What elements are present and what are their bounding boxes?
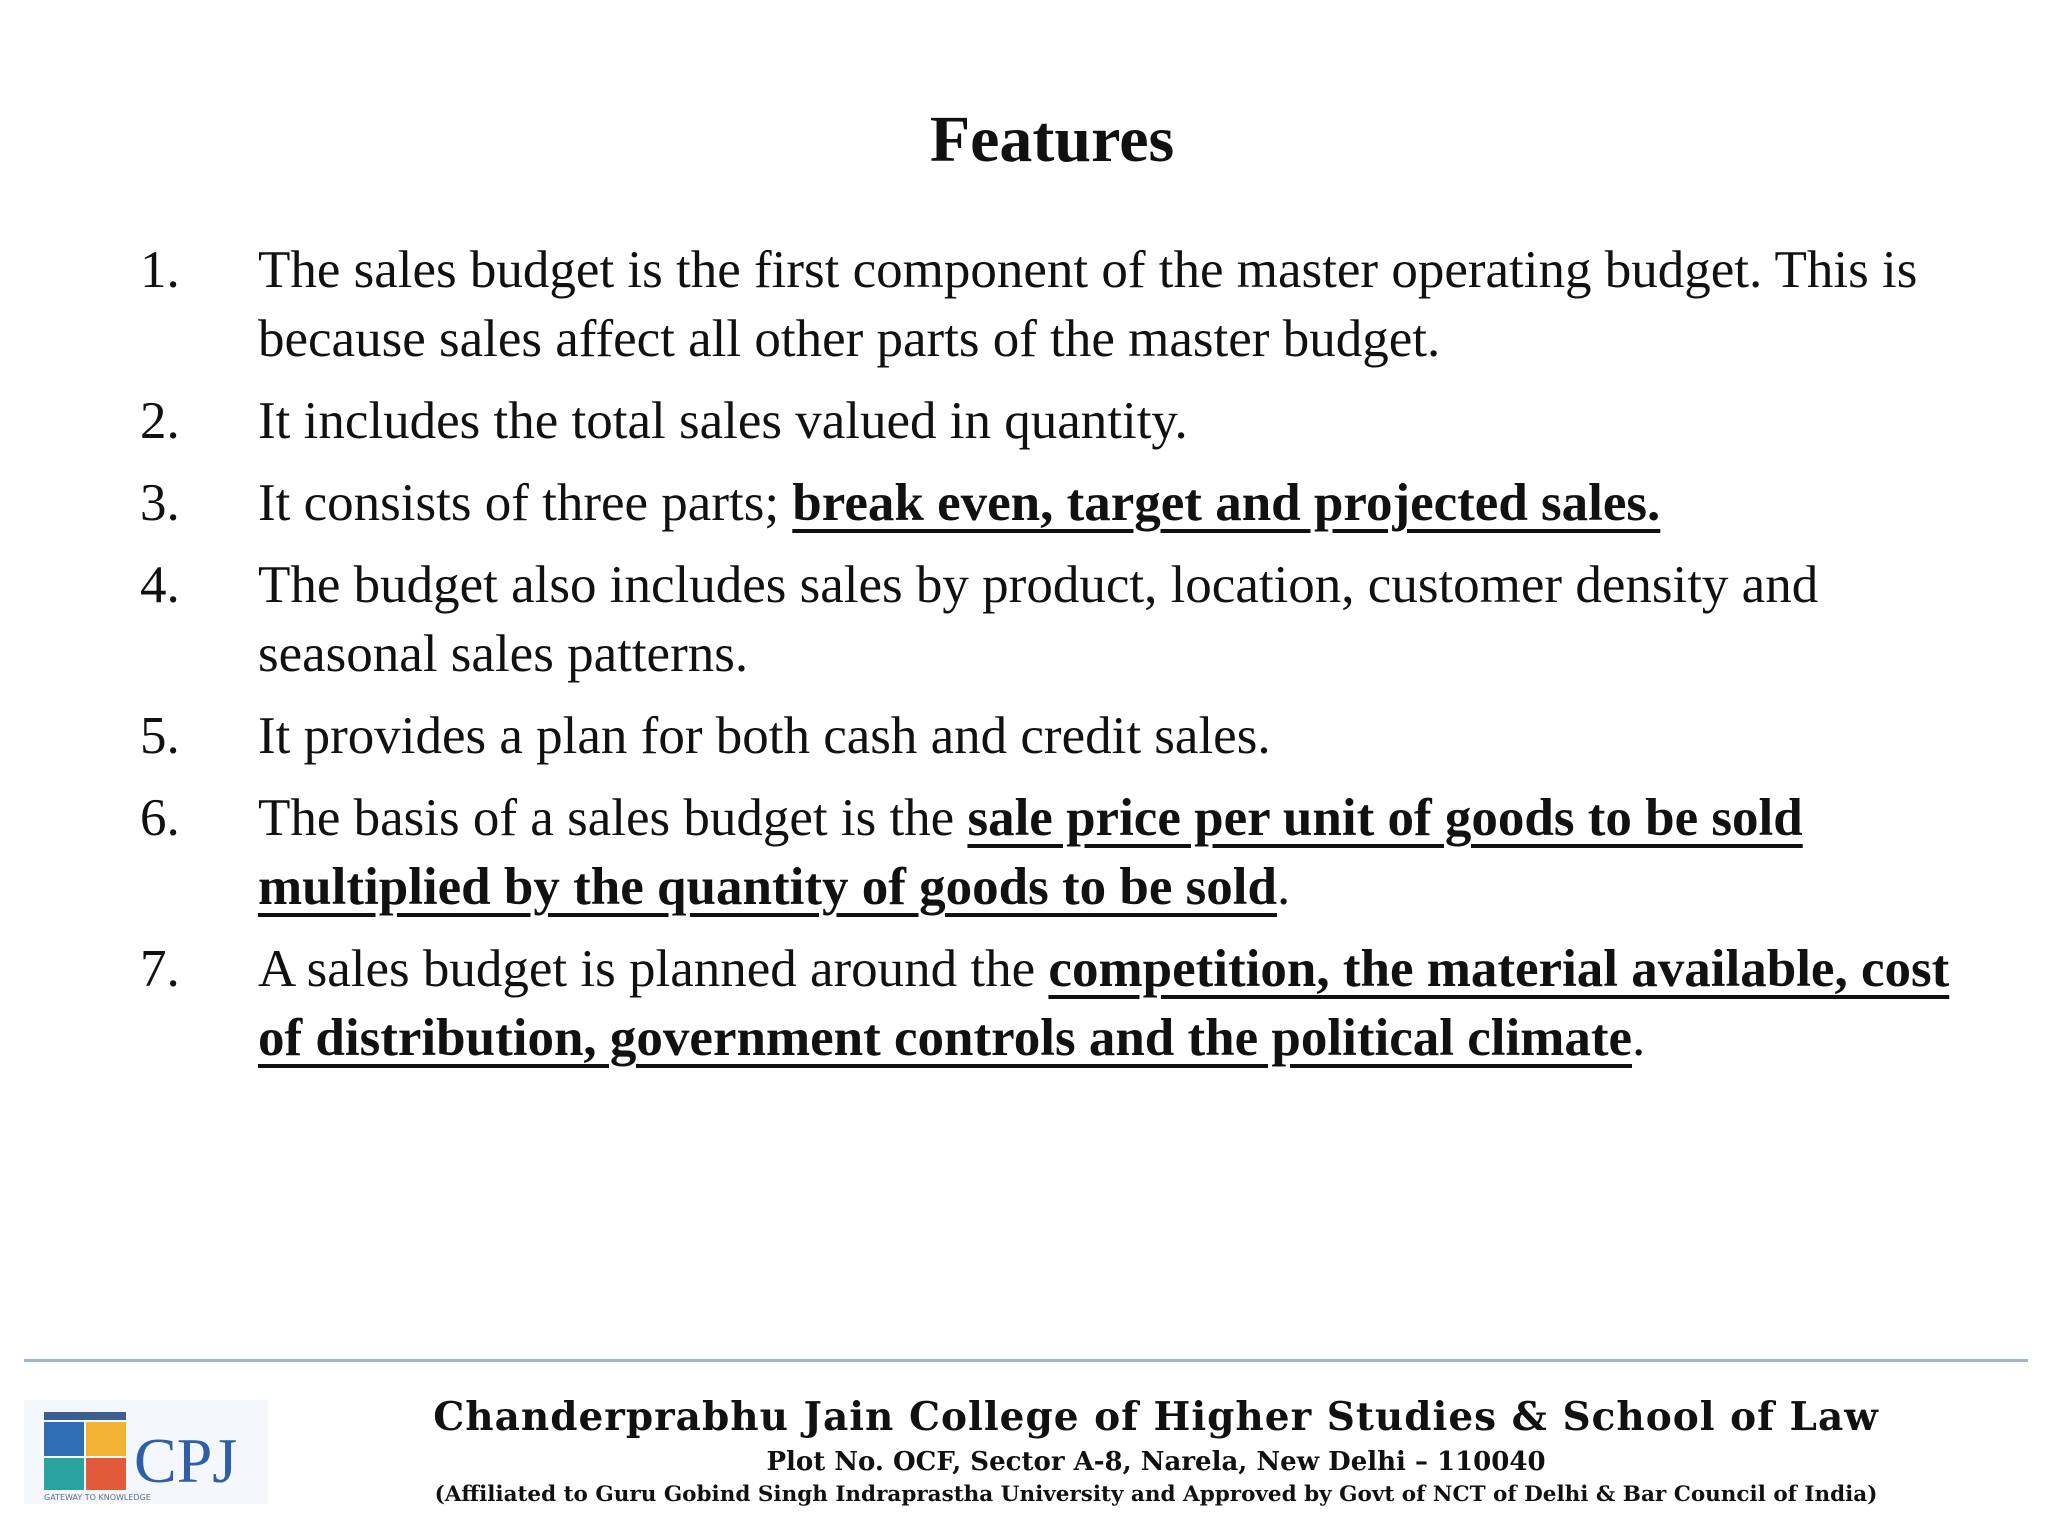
college-affiliation: (Affiliated to Guru Gobind Singh Indraprastha University and Approved by Govt of NCT of Delhi & Bar Council of India)	[434, 1482, 1878, 1507]
item-text: A sales budget is planned around the	[258, 940, 1049, 998]
item-text: The basis of a sales budget is the	[258, 789, 968, 847]
item-text: It includes the total sales valued in quantity.	[258, 392, 1188, 450]
college-address: Plot No. OCF, Sector A-8, Narela, New Delhi – 110040	[766, 1447, 1546, 1477]
logo-text: CPJ	[134, 1425, 238, 1496]
college-details	[284, 1390, 2028, 1510]
item-suffix: .	[1632, 1009, 1646, 1067]
item-suffix: .	[1276, 858, 1291, 916]
item-number: 1.	[140, 241, 180, 299]
college-name: Chanderprabhu Jain College of Higher Studies & School of Law	[433, 1394, 1879, 1440]
footer-divider	[24, 1359, 2028, 1362]
item-number: 3.	[140, 474, 180, 532]
item-number: 6.	[140, 789, 180, 847]
item-text: It provides a plan for both cash and credit sales.	[258, 707, 1271, 765]
item-number: 7.	[140, 940, 180, 998]
item-text: The budget also includes sales by product, location, customer density and seasonal sales patterns.	[258, 556, 1819, 683]
feature-item-3	[140, 469, 1960, 538]
item-emphasis: break even, target and projected sales.	[792, 474, 1661, 532]
college-logo	[24, 1400, 268, 1504]
item-number: 2.	[140, 392, 180, 450]
item-number: 4.	[140, 556, 180, 614]
slide-title: Features	[929, 103, 1175, 176]
feature-item-4	[140, 551, 1960, 689]
item-text: The sales budget is the first component of the master operating budget. This is because sales affect all other parts of the master budget.	[258, 241, 1918, 368]
feature-item-6	[140, 784, 1960, 922]
feature-item-2	[140, 387, 1960, 456]
feature-item-7	[140, 935, 1960, 1073]
item-emphasis: sale price per unit of goods to be sold multiplied by the quantity of goods to be sold	[258, 789, 1803, 916]
college-footer	[24, 1390, 2028, 1520]
item-number: 5.	[140, 707, 180, 765]
feature-list	[140, 236, 1960, 1086]
item-text: It consists of three parts;	[258, 474, 793, 532]
logo-tagline: GATEWAY TO KNOWLEDGE	[44, 1493, 151, 1502]
feature-item-1	[140, 236, 1960, 374]
feature-item-5	[140, 702, 1960, 771]
item-emphasis: competition, the material available, cost of distribution, government controls and the political climate	[258, 940, 1950, 1067]
